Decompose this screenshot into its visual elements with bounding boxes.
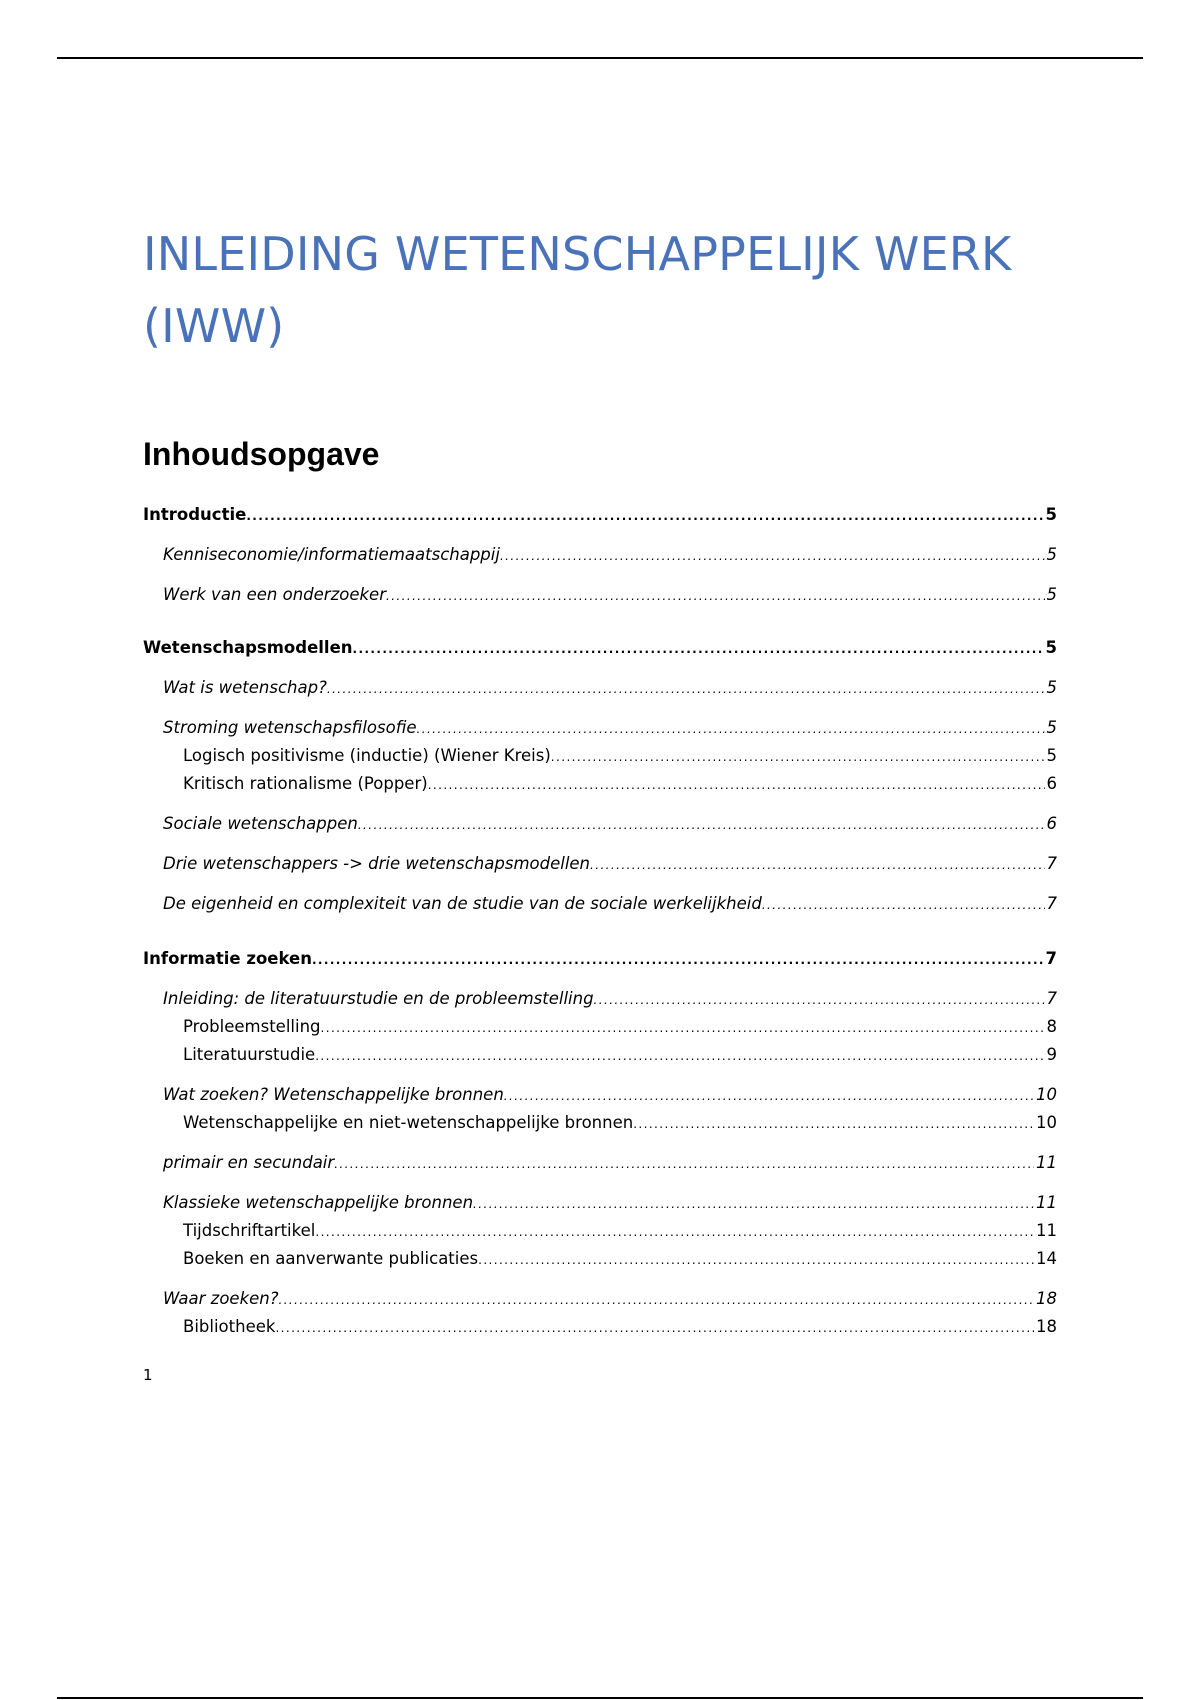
document-title-line1: INLEIDING WETENSCHAPPELIJK WERK xyxy=(143,227,1012,281)
toc-leader-dots xyxy=(327,678,1045,700)
toc-leader-dots xyxy=(279,1289,1035,1311)
toc-entry-kenniseconomie[interactable] xyxy=(163,544,1057,567)
toc-entry-label: De eigenheid en complexiteit van de studie van de sociale werkelijkheid xyxy=(163,894,762,913)
toc-entry-eigenheid[interactable] xyxy=(163,893,1057,916)
toc-entry-page: 7 xyxy=(1046,854,1057,873)
toc-entry-primair-secundair[interactable] xyxy=(163,1152,1057,1175)
toc-entry-werk-onderzoeker[interactable] xyxy=(163,584,1057,607)
toc-entry-label: Introductie xyxy=(143,505,247,524)
toc-entry-label: Boeken en aanverwante publicaties xyxy=(183,1249,479,1268)
toc-entry-page: 6 xyxy=(1046,814,1057,833)
toc-entry-inleiding-literatuurstudie[interactable] xyxy=(163,988,1057,1011)
toc-leader-dots xyxy=(473,1193,1034,1215)
toc-leader-dots xyxy=(762,894,1045,916)
toc-entry-page: 5 xyxy=(1046,545,1057,564)
toc-entry-wetenschapsmodellen[interactable] xyxy=(143,637,1057,660)
toc-entry-label: Bibliotheek xyxy=(183,1317,276,1336)
toc-entry-label: Wat zoeken? Wetenschappelijke bronnen xyxy=(163,1085,504,1104)
toc-entry-probleemstelling[interactable] xyxy=(183,1016,1057,1039)
toc-entry-label: Wetenschappelijke en niet-wetenschappelijke bronnen xyxy=(183,1113,634,1132)
toc-entry-label: primair en secundair xyxy=(163,1153,335,1172)
toc-entry-page: 7 xyxy=(1046,989,1057,1008)
toc-leader-dots xyxy=(590,854,1044,876)
toc-entry-page: 10 xyxy=(1036,1113,1057,1132)
top-border-line xyxy=(57,57,1143,59)
toc-entry-introductie[interactable] xyxy=(143,504,1057,527)
toc-entry-page: 11 xyxy=(1036,1193,1057,1212)
toc-leader-dots xyxy=(315,1221,1034,1243)
toc-entry-label: Kenniseconomie/informatiemaatschappij xyxy=(163,545,500,564)
toc-entry-page: 5 xyxy=(1046,746,1057,765)
toc-leader-dots xyxy=(551,746,1045,768)
toc-entry-label: Stroming wetenschapsfilosofie xyxy=(163,718,417,737)
toc-entry-wetenschappelijke-bronnen[interactable] xyxy=(183,1112,1057,1135)
toc-entry-label: Logisch positivisme (inductie) (Wiener Kreis) xyxy=(183,746,551,765)
toc-heading: Inhoudsopgave xyxy=(143,436,380,472)
toc-leader-dots xyxy=(312,949,1044,971)
toc-entry-informatie-zoeken[interactable] xyxy=(143,948,1057,971)
toc-entry-page: 9 xyxy=(1046,1045,1057,1064)
toc-leader-dots xyxy=(315,1045,1044,1067)
toc-entry-label: Wetenschapsmodellen xyxy=(143,638,353,657)
toc-entry-stroming[interactable] xyxy=(163,717,1057,740)
toc-leader-dots xyxy=(504,1085,1034,1107)
toc-entry-label: Inleiding: de literatuurstudie en de probleemstelling xyxy=(163,989,594,1008)
toc-entry-label: Wat is wetenschap? xyxy=(163,678,327,697)
toc-entry-sociale-wetenschappen[interactable] xyxy=(163,813,1057,836)
toc-entry-page: 6 xyxy=(1046,774,1057,793)
toc-entry-page: 18 xyxy=(1036,1317,1057,1336)
toc-leader-dots xyxy=(633,1113,1034,1135)
toc-entry-label: Drie wetenschappers -> drie wetenschapsmodellen xyxy=(163,854,591,873)
toc-entry-page: 11 xyxy=(1036,1221,1057,1240)
toc-entry-label: Klassieke wetenschappelijke bronnen xyxy=(163,1193,474,1212)
toc-entry-page: 14 xyxy=(1036,1249,1057,1268)
toc-leader-dots xyxy=(417,718,1045,740)
toc-leader-dots xyxy=(353,638,1044,660)
page-number: 1 xyxy=(143,1366,153,1384)
toc-entry-label: Informatie zoeken xyxy=(143,949,312,968)
toc-entry-label: Probleemstelling xyxy=(183,1017,321,1036)
toc-entry-waar-zoeken[interactable] xyxy=(163,1288,1057,1311)
toc-entry-label: Tijdschriftartikel xyxy=(183,1221,316,1240)
toc-leader-dots xyxy=(386,585,1045,607)
toc-leader-dots xyxy=(246,505,1043,527)
toc-leader-dots xyxy=(500,545,1045,567)
toc-leader-dots xyxy=(428,774,1045,796)
toc-entry-label: Kritisch rationalisme (Popper) xyxy=(183,774,428,793)
toc-entry-page: 5 xyxy=(1046,678,1057,697)
toc-entry-wat-zoeken[interactable] xyxy=(163,1084,1057,1107)
toc-leader-dots xyxy=(478,1249,1034,1271)
toc-entry-page: 8 xyxy=(1046,1017,1057,1036)
toc-entry-wat-is-wetenschap[interactable] xyxy=(163,677,1057,700)
toc-entry-boeken[interactable] xyxy=(183,1248,1057,1271)
toc-entry-label: Werk van een onderzoeker xyxy=(163,585,386,604)
toc-entry-logisch-positivisme[interactable] xyxy=(183,745,1057,768)
toc-entry-page: 5 xyxy=(1046,585,1057,604)
toc-leader-dots xyxy=(321,1017,1045,1039)
toc-entry-page: 11 xyxy=(1036,1153,1057,1172)
document-title xyxy=(143,218,1043,362)
toc-leader-dots xyxy=(334,1153,1034,1175)
toc-entry-tijdschriftartikel[interactable] xyxy=(183,1220,1057,1243)
toc-entry-label: Sociale wetenschappen xyxy=(163,814,358,833)
toc-entry-page: 18 xyxy=(1036,1289,1057,1308)
toc-entry-page: 7 xyxy=(1045,949,1057,968)
toc-entry-label: Literatuurstudie xyxy=(183,1045,316,1064)
bottom-border-line xyxy=(57,1697,1143,1699)
toc-entry-literatuurstudie[interactable] xyxy=(183,1044,1057,1067)
toc-leader-dots xyxy=(358,814,1045,836)
toc-entry-page: 5 xyxy=(1046,718,1057,737)
toc-entry-page: 5 xyxy=(1045,505,1057,524)
toc-entry-page: 5 xyxy=(1045,638,1057,657)
toc-entry-page: 10 xyxy=(1036,1085,1057,1104)
document-title-line2: (IWW) xyxy=(143,299,285,353)
toc-entry-kritisch-rationalisme[interactable] xyxy=(183,773,1057,796)
toc-leader-dots xyxy=(275,1317,1034,1339)
toc-entry-klassieke-bronnen[interactable] xyxy=(163,1192,1057,1215)
toc-leader-dots xyxy=(594,989,1045,1011)
toc-entry-label: Waar zoeken? xyxy=(163,1289,279,1308)
toc-entry-page: 7 xyxy=(1046,894,1057,913)
toc-entry-drie-wetenschappers[interactable] xyxy=(163,853,1057,876)
toc-entry-bibliotheek[interactable] xyxy=(183,1316,1057,1339)
